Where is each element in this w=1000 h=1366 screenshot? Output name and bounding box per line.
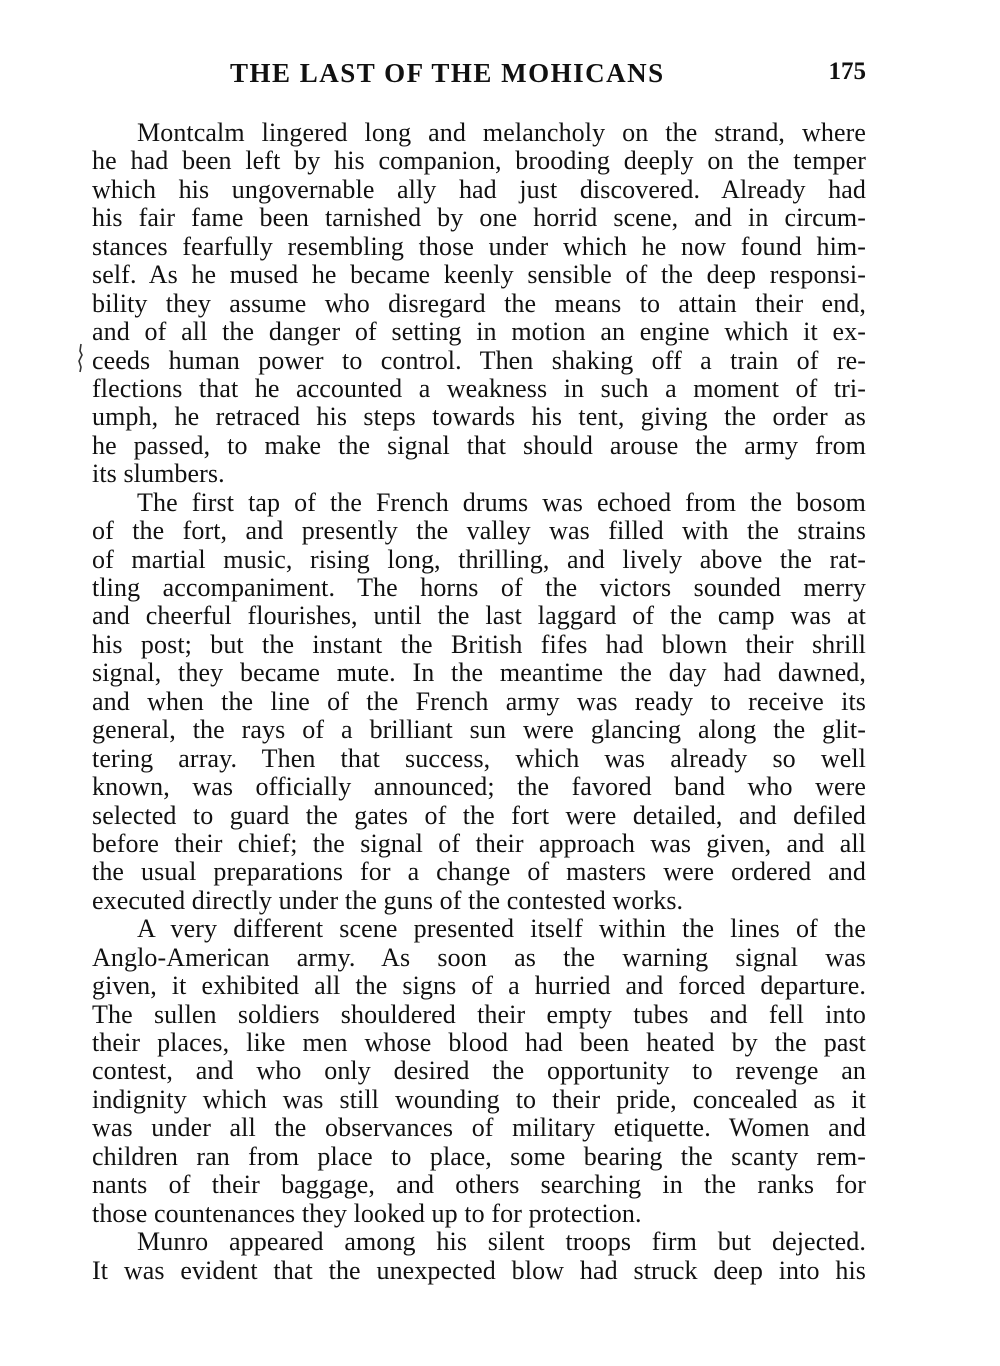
text-line: The sullen soldiers shouldered their empty tubes and fell into <box>92 999 866 1029</box>
paragraph <box>92 489 866 916</box>
text-line: bility they assume who disregard the means to attain their end, <box>92 288 866 318</box>
text-line: known, was officially announced; the favored band who were <box>92 772 866 802</box>
text-line: his fair fame been tarnished by one horrid scene, and in circum- <box>92 203 866 233</box>
text-line: executed directly under the guns of the contested works. <box>92 885 684 915</box>
body-text <box>92 119 866 1285</box>
text-line: Munro appeared among his silent troops firm but dejected. <box>137 1227 866 1257</box>
text-line: and when the line of the French army was ready to receive its <box>92 686 866 716</box>
text-line: which his ungovernable ally had just discovered. Already had <box>92 174 866 204</box>
text-line: he passed, to make the signal that should arouse the army from <box>92 430 866 460</box>
text-line: those countenances they looked up to for protection. <box>92 1198 642 1228</box>
running-header <box>150 58 866 92</box>
page-number: 175 <box>828 58 866 85</box>
text-line: contest, and who only desired the opportunity to revenge an <box>92 1056 866 1086</box>
text-line: flections that he accounted a weakness in such a moment of tri- <box>92 373 866 403</box>
text-line: given, it exhibited all the signs of a hurried and forced departure. <box>92 971 866 1001</box>
paragraph <box>92 119 866 489</box>
text-line: Montcalm lingered long and melancholy on the strand, where <box>137 118 866 147</box>
paragraph <box>92 1228 866 1285</box>
running-title: THE LAST OF THE MOHICANS <box>230 58 665 88</box>
text-line: selected to guard the gates of the fort were detailed, and defiled <box>92 800 866 830</box>
text-line: children ran from place to place, some bearing the scanty rem- <box>92 1141 866 1171</box>
text-line: and of all the danger of setting in motion an engine which it ex- <box>92 317 866 347</box>
text-line: was under all the observances of military etiquette. Women and <box>92 1113 866 1143</box>
text-line: he had been left by his companion, brooding deeply on the temper <box>92 146 866 176</box>
text-line: nants of their baggage, and others searching in the ranks for <box>92 1170 866 1200</box>
text-line: The first tap of the French drums was echoed from the bosom <box>137 487 866 517</box>
text-line: of the fort, and presently the valley was filled with the strains <box>92 516 866 546</box>
text-line: the usual preparations for a change of masters were ordered and <box>92 857 866 887</box>
text-line: stances fearfully resembling those under which he now found him- <box>92 231 866 261</box>
text-line: his post; but the instant the British fifes had blown their shrill <box>92 629 866 659</box>
text-line: ceeds human power to control. Then shaking off a train of re- <box>92 345 866 375</box>
margin-pencil-mark-icon <box>76 343 86 373</box>
text-line: Anglo-American army. As soon as the warning signal was <box>92 942 866 972</box>
text-line: before their chief; the signal of their approach was given, and all <box>92 828 866 858</box>
text-line: its slumbers. <box>92 459 225 489</box>
text-line: tling accompaniment. The horns of the victors sounded merry <box>92 573 866 602</box>
text-line: and cheerful flourishes, until the last laggard of the camp was at <box>92 601 866 631</box>
text-line: self. As he mused he became keenly sensible of the deep responsi- <box>92 260 866 290</box>
text-line: It was evident that the unexpected blow had struck deep into his <box>92 1255 866 1285</box>
text-line: signal, they became mute. In the meantime the day had dawned, <box>92 658 866 688</box>
text-line: general, the rays of a brilliant sun were glancing along the glit- <box>92 715 866 745</box>
text-line: A very different scene presented itself within the lines of the <box>137 914 866 944</box>
text-line: their places, like men whose blood had been heated by the past <box>92 1028 866 1057</box>
text-line: of martial music, rising long, thrilling, and lively above the rat- <box>92 544 866 574</box>
text-line: tering array. Then that success, which was already so well <box>92 743 866 773</box>
text-line: indignity which was still wounding to their pride, concealed as it <box>92 1084 866 1114</box>
paragraph <box>92 915 866 1228</box>
text-line: umph, he retraced his steps towards his tent, giving the order as <box>92 402 866 432</box>
